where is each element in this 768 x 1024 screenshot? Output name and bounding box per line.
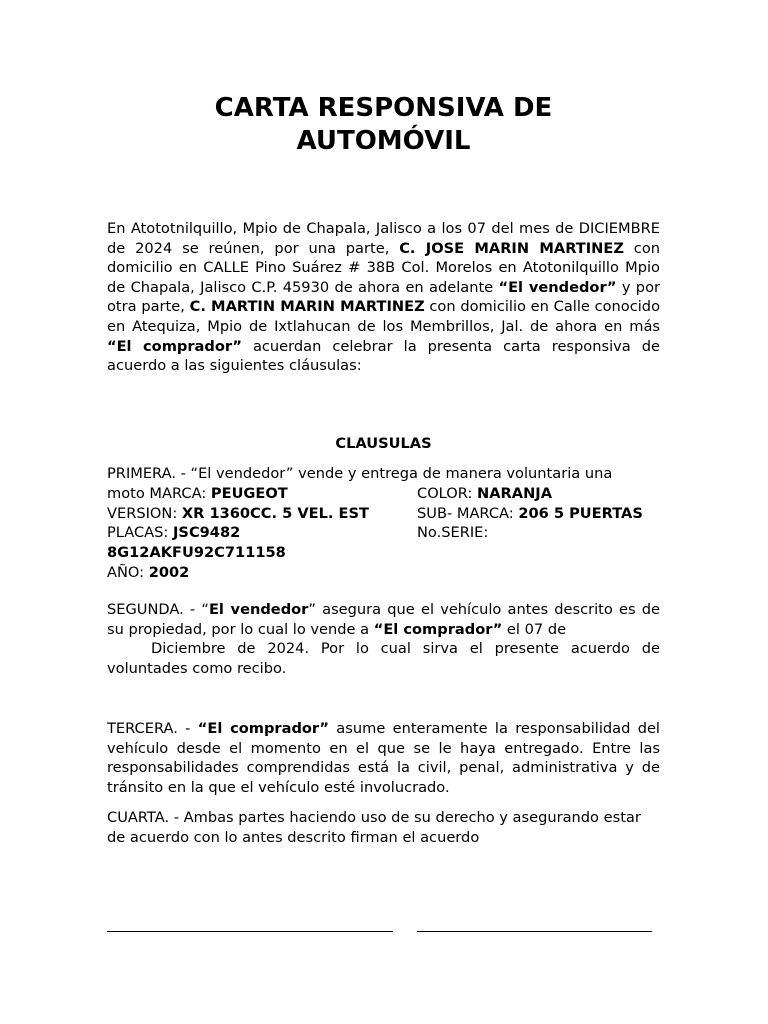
submarca-field xyxy=(417,504,643,524)
tercera-text-1: TERCERA. - xyxy=(107,720,198,737)
placas-value: JSC9482 xyxy=(173,524,241,541)
clausulas-heading: CLAUSULAS xyxy=(335,435,432,452)
tercera-clause xyxy=(107,719,660,797)
segunda-text-3: el 07 de xyxy=(502,620,567,638)
version-label: VERSION: xyxy=(107,505,182,522)
primera-clause: PRIMERA. - “El vendedor” vende y entrega de manera voluntaria una xyxy=(107,465,613,482)
segunda-text-1: SEGUNDA. - “ xyxy=(107,601,209,618)
document-title xyxy=(107,92,660,158)
submarca-label: SUB- MARCA: xyxy=(417,505,519,522)
submarca-value: 206 5 PUERTAS xyxy=(518,505,643,522)
anio-label: AÑO: xyxy=(107,564,149,581)
segunda-text-4: Diciembre de 2024. Por lo cual sirva el presente acuerdo de voluntades como recibo. xyxy=(107,640,660,677)
placas-field xyxy=(107,523,240,543)
intro-text-1: En Atototnilquillo, Mpio de Chapala, Jalisco a los 07 del mes de DICIEMBRE de 2024 se reúnen, por una parte, xyxy=(107,220,660,257)
title-line-2: AUTOMÓVIL xyxy=(296,126,471,156)
buyer-name: C. MARTIN MARIN MARTINEZ xyxy=(189,298,425,316)
anio-field xyxy=(107,563,189,583)
anio-value: 2002 xyxy=(148,564,190,581)
buyer-signature-line xyxy=(417,931,652,932)
segunda-buyer-alias: “El comprador” xyxy=(373,620,503,638)
title-line-1: CARTA RESPONSIVA DE xyxy=(214,93,553,123)
tercera-buyer-alias: “El comprador” xyxy=(197,720,329,737)
serie-label: No.SERIE: xyxy=(417,524,489,541)
color-field xyxy=(417,484,552,504)
segunda-text-2: ” asegura que el vehículo antes descrito es de su propiedad, por lo cual lo vende a xyxy=(107,601,661,638)
segunda-seller-alias: El vendedor xyxy=(208,601,309,618)
color-label: COLOR: xyxy=(417,485,478,502)
version-value: XR 1360CC. 5 VEL. EST xyxy=(181,505,369,522)
intro-text-5: acuerdan celebrar la presenta carta responsiva de acuerdo a las siguientes cláusulas: xyxy=(107,337,660,375)
intro-text-3: y por otra parte, xyxy=(107,278,660,316)
serie-value: 8G12AKFU92C711158 xyxy=(107,544,286,561)
tercera-text-2: asume enteramente la responsabilidad del vehículo desde el momento en el que se le haya entregado. Entre las responsabilidades comprendidas está la civil, penal, administrativa y de tránsito en la que el vehículo esté involucrado. xyxy=(107,720,660,796)
marca-label: moto MARCA: xyxy=(107,485,211,502)
marca-value: PEUGEOT xyxy=(210,485,288,502)
intro-text-4: con domicilio en Calle conocido en Atequiza, Mpio de Ixtlahucan de los Membrillos, Jal. de ahora en más xyxy=(107,298,660,335)
seller-signature-line xyxy=(107,931,393,932)
seller-alias: “El vendedor” xyxy=(498,278,617,296)
segunda-clause xyxy=(107,600,660,678)
seller-name: C. JOSE MARIN MARTINEZ xyxy=(399,239,624,257)
buyer-alias: “El comprador” xyxy=(107,337,242,355)
intro-text-2: con domicilio en CALLE Pino Suárez # 38B Col. Morelos en Atotonilquillo Mpio de Chapala, Jalisco C.P. 45930 de ahora en adelante xyxy=(107,239,661,296)
version-field xyxy=(107,504,369,524)
color-value: NARANJA xyxy=(477,485,553,502)
cuarta-clause: CUARTA. - Ambas partes haciendo uso de su derecho y asegurando estar de acuerdo con lo antes descrito firman el acuerdo xyxy=(107,809,641,846)
placas-label: PLACAS: xyxy=(107,524,173,541)
intro-paragraph xyxy=(107,219,660,376)
marca-field xyxy=(107,484,288,504)
